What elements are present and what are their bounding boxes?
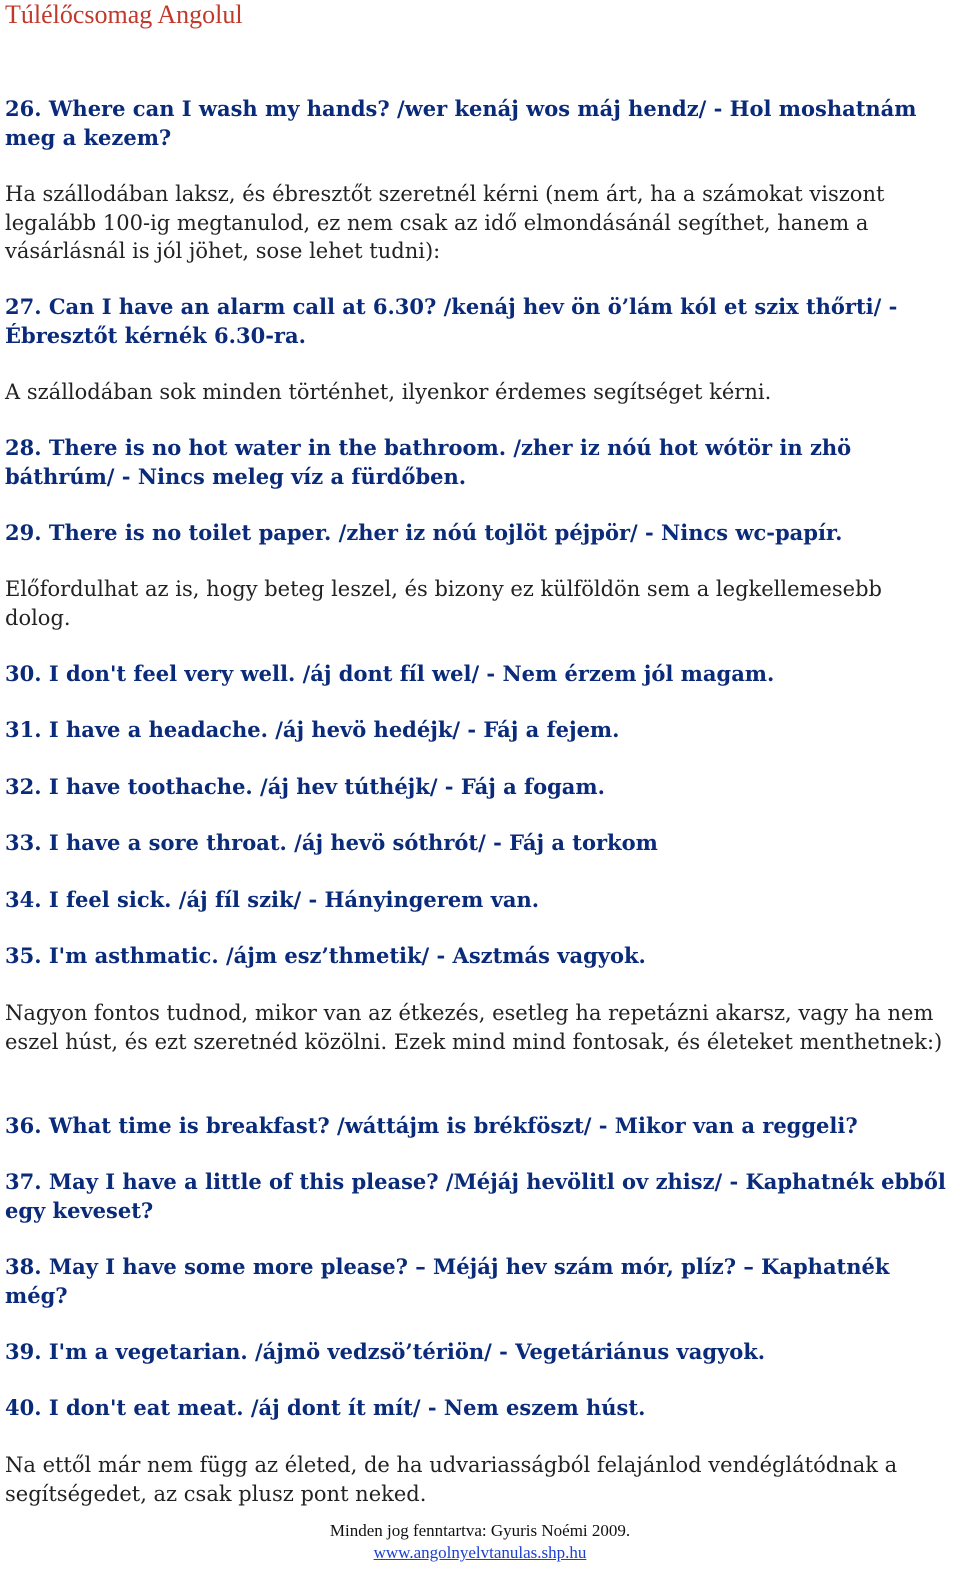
phrase-28: 28. There is no hot water in the bathroom. /zher iz nóú hot wótör in zhö báthrúm/ - Nincs meleg víz a fürdőben. (5, 435, 852, 489)
phrase-37: 37. May I have a little of this please? /Méjáj hevölitl ov zhisz/ - Kaphatnék ebből egy keveset? (5, 1169, 946, 1223)
phrase-38: 38. May I have some more please? – Méjáj hev szám mór, plíz? – Kaphatnék még? (5, 1254, 890, 1308)
note-sickness: Előfordulhat az is, hogy beteg leszel, és bizony ez külföldön sem a legkellemesebb dolog. (5, 577, 882, 630)
phrase-31: 31. I have a headache. /áj hevö hedéjk/ - Fáj a fejem. (5, 717, 620, 742)
phrase-32: 32. I have toothache. /áj hev túthéjk/ - Fáj a fogam. (5, 774, 605, 799)
phrase-39: 39. I'm a vegetarian. /ájmö vedzsö’tériön/ - Vegetáriánus vagyok. (5, 1339, 766, 1364)
phrase-26: 26. Where can I wash my hands? /wer kenáj wos máj hendz/ - Hol moshatnám meg a kezem? (5, 96, 917, 150)
phrase-35: 35. I'm asthmatic. /ájm esz’thmetik/ - Asztmás vagyok. (5, 943, 646, 968)
phrase-33: 33. I have a sore throat. /áj hevö sóthrót/ - Fáj a torkom (5, 830, 658, 855)
phrase-27: 27. Can I have an alarm call at 6.30? /kenáj hev ön ö’lám kól et szix thőrti/ - Ébresztőt kérnék 6.30-ra. (5, 294, 898, 348)
document-header-title: Túlélőcsomag Angolul (5, 0, 243, 29)
footer-copyright: Minden jog fenntartva: Gyuris Noémi 2009. (329, 1521, 631, 1540)
phrase-34: 34. I feel sick. /áj fíl szik/ - Hányingerem van. (5, 887, 540, 912)
footer (0, 1520, 960, 1564)
phrase-36: 36. What time is breakfast? /wáttájm is brékföszt/ - Mikor van a reggeli? (5, 1113, 858, 1138)
phrase-40: 40. I don't eat meat. /áj dont ít mít/ - Nem eszem húst. (5, 1395, 646, 1420)
phrase-30: 30. I don't feel very well. /áj dont fíl wel/ - Nem érzem jól magam. (5, 661, 775, 686)
phrase-29: 29. There is no toilet paper. /zher iz nóú tojlöt péjpör/ - Nincs wc-papír. (5, 520, 843, 545)
note-offer-help: Na ettől már nem függ az életed, de ha udvariasságból felajánlod vendéglátódnak a segítségedet, az csak plusz pont neked. (5, 1453, 898, 1506)
note-hotel-wakeup: Ha szállodában laksz, és ébresztőt szeretnél kérni (nem árt, ha a számokat viszont legalább 100-ig megtanulod, ez nem csak az idő elmondásánál segíthet, hanem a vásárlásnál is jól jöhet, sose lehet tudni): (5, 182, 885, 263)
note-hotel-help: A szállodában sok minden történhet, ilyenkor érdemes segítséget kérni. (5, 380, 772, 404)
footer-website-link[interactable]: www.angolnyelvtanulas.shp.hu (373, 1543, 587, 1562)
note-meals: Nagyon fontos tudnod, mikor van az étkezés, esetleg ha repetázni akarsz, vagy ha nem eszel húst, és ezt szeretnéd közölni. Ezek mind mind fontosak, és életeket menthetnek:) (5, 1001, 943, 1054)
